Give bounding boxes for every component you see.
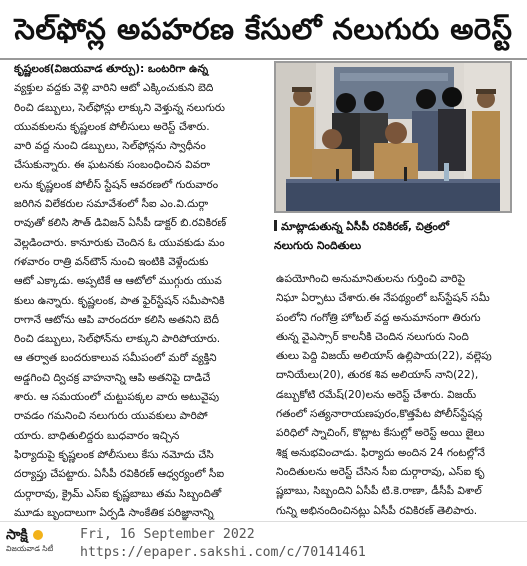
article-line: యారు. బాధితులిద్దరు బుధవారం ఇచ్చిన xyxy=(14,429,180,442)
article-line: రావుతో కలిసి సౌత్ డివిజన్ ఏసీపీ డాక్టర్ బి.రవికిరణ్ xyxy=(14,217,227,230)
caption-line-1: మాట్లాడుతున్న ఏసీపీ రవికిరణ్, చిత్రంలో xyxy=(281,220,449,233)
sun-icon xyxy=(31,528,45,542)
edition-label: విజయవాడ సిటీ xyxy=(6,544,54,553)
caption-line-2: నలుగురు నిందితులు xyxy=(274,239,362,252)
publish-date: Fri, 16 September 2022 xyxy=(80,527,255,542)
article-line: దుర్గారావు, క్రైమ్ ఎస్‌ఐ కృష్ణబాబు తమ సిబ్బందితో xyxy=(14,487,222,500)
article-line: నిఘా ఏర్పాటు చేశారు.ఈ నేపథ్యంలో బస్‌స్టేషన్ సమీ xyxy=(276,292,490,305)
article-line: ఉపయోగించి అనుమానితులను గుర్తించి వారిపై xyxy=(276,273,466,285)
article-line: యువకులను కృష్ణలంక పోలీసులు అరెస్ట్ చేశారు. xyxy=(14,120,210,133)
article-line: కులు ఉన్నారు. కృష్ణలంక, పాత ఫైర్‌స్టేషన్ సమీపానికి xyxy=(14,294,225,307)
article-line: రించి డబ్బులు, సెల్‌ఫోన్లు లాక్కుని వెళ్తున్న నలుగురు xyxy=(14,101,225,114)
article-line: దానియేలు(20), తురక శివ అలియాస్ నాని(22), xyxy=(276,369,479,382)
caption-marker xyxy=(274,220,277,231)
article-line: ఫిర్యాదుపై కృష్ణలంక పోలీసులు కేసు నమోదు చేసి xyxy=(14,448,214,461)
article-line: గళవారం రాత్రి వన్‌టౌన్ నుంచి ఇంటికి వెళ్లేందుకు xyxy=(14,255,209,268)
article-line: పరిధిలో స్నాచింగ్, కొట్లాట కేసుల్లో అరెస్ట్ అయి జైలు xyxy=(276,427,485,440)
article-left-column xyxy=(14,60,264,523)
article-line: గతంలో సత్యనారాయణపురం,కొత్తపేట పోలీస్‌స్టేషన్ల xyxy=(276,408,483,421)
article-line: అడ్డగించి ద్విచక్ర వాహనాన్ని ఆపి అతనిపై దాడిచే xyxy=(14,371,211,384)
headline: సెల్‌ఫోన్ల అపహరణ కేసులో నలుగురు అరెస్ట్ xyxy=(0,0,527,60)
article-line: జరిగిన విలేకరుల సమావేశంలో సీఐ ఎం.వి.దుర్గా xyxy=(14,198,209,211)
article-line: శిక్ష అనుభవించాడు. ఫిర్యాదు అందిన 24 గంటల్లోనే xyxy=(276,446,485,459)
article-line: రావడం గమనించి నలుగురు యువకులు పారిపో xyxy=(14,410,208,423)
sakshi-logo xyxy=(6,526,70,564)
article-line: రించి డబ్బులు, సెల్‌ఫోన్‌ను లాక్కుని పారిపోయారు. xyxy=(14,333,221,346)
article-line: తున్న వైఎస్సార్ కాలనీకి చెందిన నలుగురు నింది xyxy=(276,330,469,343)
article-line: శారు. ఆ సమయంలో చుట్టుపక్కల వారు అటువైపు xyxy=(14,391,220,404)
article-line: రాగానే ఆటోను ఆపి వారందరూ కలిసి అతనిని బెదీ xyxy=(14,313,219,326)
article-line: డబ్బుకోటి రమేష్(20)లను అరెస్ట్ చేశారు. విజయ్ xyxy=(276,388,477,401)
article-line: గున్ని అభినందించినట్లు ఏసీపీ రవికిరణ్ తెలిపారు. xyxy=(276,504,478,517)
article-line: ఆటో ఎక్కాడు. అప్పటికే ఆ ఆటోలో ముగ్గురు యువ xyxy=(14,275,222,288)
article-line: ష్ణబాబు, సిబ్బందిని ఏసీపీ టి.కె.రాణా, డీసీపీ విశాల్ xyxy=(276,485,482,498)
photo-caption xyxy=(274,217,512,267)
logo-text: సాక్షి xyxy=(6,527,28,543)
footer-text xyxy=(80,526,366,562)
article-line: లను కృష్ణలంక పోలీస్ స్టేషన్ ఆవరణలో గురువారం xyxy=(14,178,219,191)
article-line: వ్యక్తుల వద్దకు వెళ్లి వారిని ఆటో ఎక్కించుకుని బెది xyxy=(14,82,214,95)
article-line: నిందితులను అరెస్ట్ చేసిన సీఐ దుర్గారావు, ఎస్‌ఐ కృ xyxy=(276,465,485,478)
epaper-url[interactable]: https://epaper.sakshi.com/c/70141461 xyxy=(80,545,366,560)
article-line: దర్యాప్తు చేపట్టారు. ఏసీపీ రవికిరణ్ ఆధ్వర్యంలో సీఐ xyxy=(14,468,225,481)
article-line: చేసుకున్నారు. ఈ ఘటనకు సంబంధించిన వివరా xyxy=(14,159,211,172)
article-line: కృష్ణలంక(విజయవాడ తూర్పు): ఒంటరిగా ఉన్న xyxy=(14,63,209,75)
article-line: మూడు బృందాలుగా ఏర్పడి సాంకేతిక పరిజ్ఞానాన్ని xyxy=(14,506,214,519)
article-line: ఆ తర్వాత బందరుకాలువ సమీపంలో మరో వ్యక్తిని xyxy=(14,352,217,365)
news-photo xyxy=(274,61,512,213)
article-line: వారి వద్ద నుంచి డబ్బులు, సెల్‌ఫోన్లను స్వాధీనం xyxy=(14,140,206,153)
article-right-column xyxy=(276,270,512,521)
footer xyxy=(0,521,527,566)
article-line: వెల్లడించారు. కానూరుకు చెందిన ఓ యువకుడు మం xyxy=(14,236,225,249)
article-line: పంలోని గంగోత్రి హోటల్ వద్ద అనుమానంగా తిరుగు xyxy=(276,311,481,324)
article-line: తులు పెద్ది విజయ్ అలియాస్ ఉల్లిపాయ(22), వల్లెపు xyxy=(276,350,492,363)
